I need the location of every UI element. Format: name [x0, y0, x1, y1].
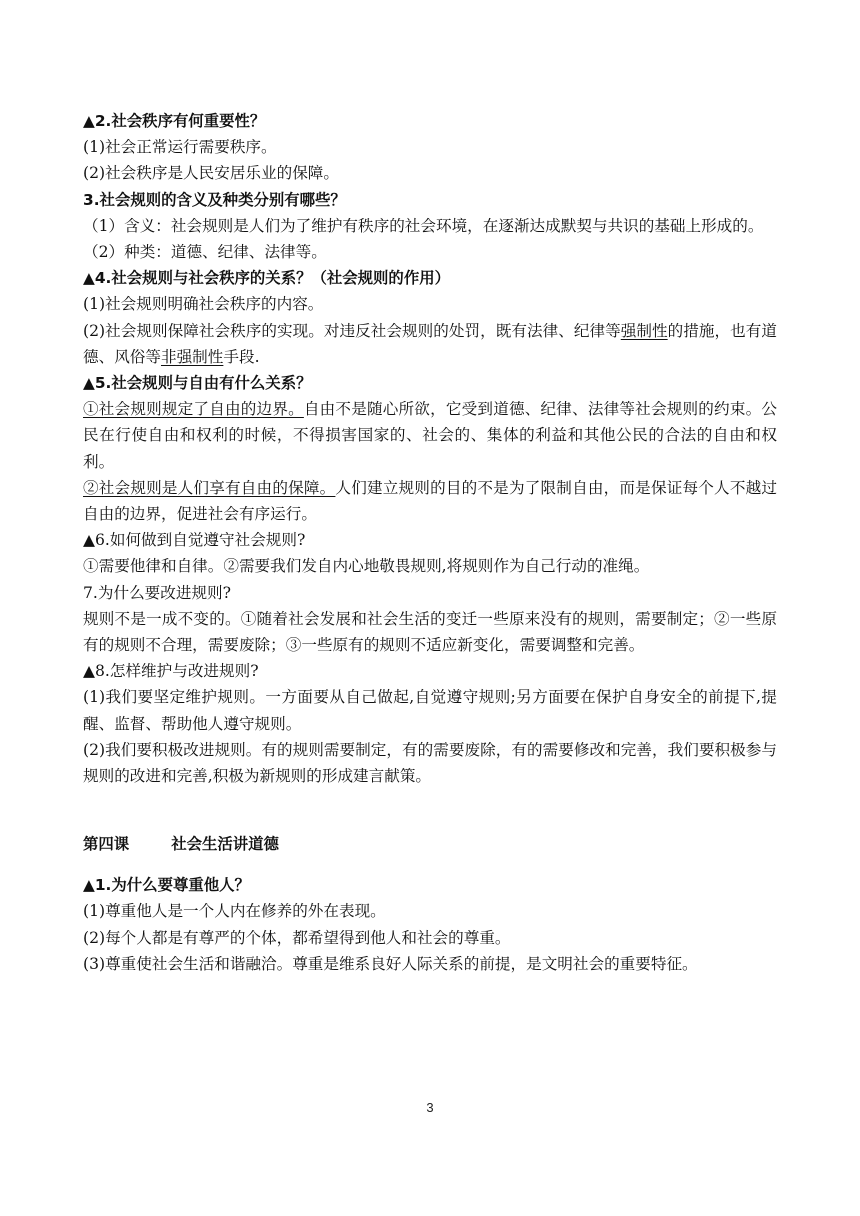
q4-underlined-nonmandatory: 非强制性	[160, 347, 224, 366]
q5-p1-underlined: ①社会规则规定了自由的边界。	[83, 400, 304, 419]
q4-item-2-text-b: 的措施，也有道德、风俗等	[83, 321, 777, 366]
lesson-4-heading	[83, 831, 777, 857]
section-gap	[83, 789, 777, 815]
question-5-title: ▲5.社会规则与自由有什么关系？	[83, 374, 312, 393]
question-6-title: ▲6.如何做到自觉遵守社会规则?	[83, 531, 306, 550]
l4q1-item-2: (2)每个人都是有尊严的个体，都希望得到他人和社会的尊重。	[83, 928, 511, 947]
q5-paragraph-2	[83, 475, 777, 527]
q6-text: ①需要他律和自律。②需要我们发自内心地敬畏规则,将规则作为自己行动的准绳。	[83, 557, 650, 576]
page-number: 3	[426, 1100, 434, 1115]
question-2-title: ▲2.社会秩序有何重要性？	[83, 112, 266, 130]
question-8-title: ▲8.怎样维护与改进规则?	[83, 662, 259, 681]
q3-item-2: （2）种类：道德、纪律、法律等。	[83, 243, 327, 262]
q2-item-1: (1)社会正常运行需要秩序。	[83, 138, 277, 157]
lesson-4-label: 第四课	[83, 834, 130, 853]
question-7-title: 7.为什么要改进规则?	[83, 583, 231, 602]
q5-p1-text: 自由不是随心所欲，它受到道德、纪律、法律等社会规则的约束。公民在行使自由和权利的时候，不得损害国家的、社会的、集体的利益和其他公民的合法的自由和权利。	[83, 400, 777, 471]
l4q1-item-3: (3)尊重使社会生活和谐融洽。尊重是维系良好人际关系的前提，是文明社会的重要特征。	[83, 954, 698, 973]
q5-p2-text: 人们建立规则的目的不是为了限制自由，而是保证每个人不越过自由的边界，促进社会有序运行。	[83, 478, 777, 524]
q5-paragraph-1	[83, 396, 777, 475]
q4-item-2-text-a: (2)社会规则保障社会秩序的实现。对违反社会规则的处罚，既有法律、纪律等	[83, 321, 621, 340]
l4q1-item-1: (1)尊重他人是一个人内在修养的外在表现。	[83, 902, 386, 921]
question-4-title: ▲4.社会规则与社会秩序的关系？（社会规则的作用）	[83, 269, 450, 288]
q4-underlined-mandatory: 强制性	[620, 321, 668, 340]
document-body	[83, 108, 777, 977]
q4-item-2-text-c: 手段.	[223, 347, 260, 366]
q7-text: 规则不是一成不变的。①随着社会发展和社会生活的变迁一些原来没有的规则，需要制定；②一些原有的规则不合理，需要废除；③一些原有的规则不适应新变化，需要调整和完善。	[83, 609, 777, 655]
q5-p2-underlined: ②社会规则是人们享有自由的保障。	[83, 478, 336, 497]
q8-item-1: (1)我们要坚定维护规则。一方面要从自己做起,自觉遵守规则;另方面要在保护自身安全的前提下,提醒、监督、帮助他人遵守规则。	[83, 688, 777, 733]
lesson-4-name: 社会生活讲道德	[171, 834, 279, 853]
q3-item-1: （1）含义：社会规则是人们为了维护有秩序的社会环境，在逐渐达成默契与共识的基础上形成的。	[83, 216, 764, 235]
q4-item-2	[83, 318, 777, 370]
q8-item-2: (2)我们要积极改进规则。有的规则需要制定，有的需要废除，有的需要修改和完善，我们要积极参与规则的改进和完善,积极为新规则的形成建言献策。	[83, 740, 777, 786]
lesson-4-question-1-title: ▲1.为什么要尊重他人？	[83, 876, 250, 895]
q4-item-1: (1)社会规则明确社会秩序的内容。	[83, 295, 324, 314]
question-3-title: 3.社会规则的含义及种类分别有哪些？	[83, 190, 346, 209]
q2-item-2: (2)社会秩序是人民安居乐业的保障。	[83, 164, 339, 183]
